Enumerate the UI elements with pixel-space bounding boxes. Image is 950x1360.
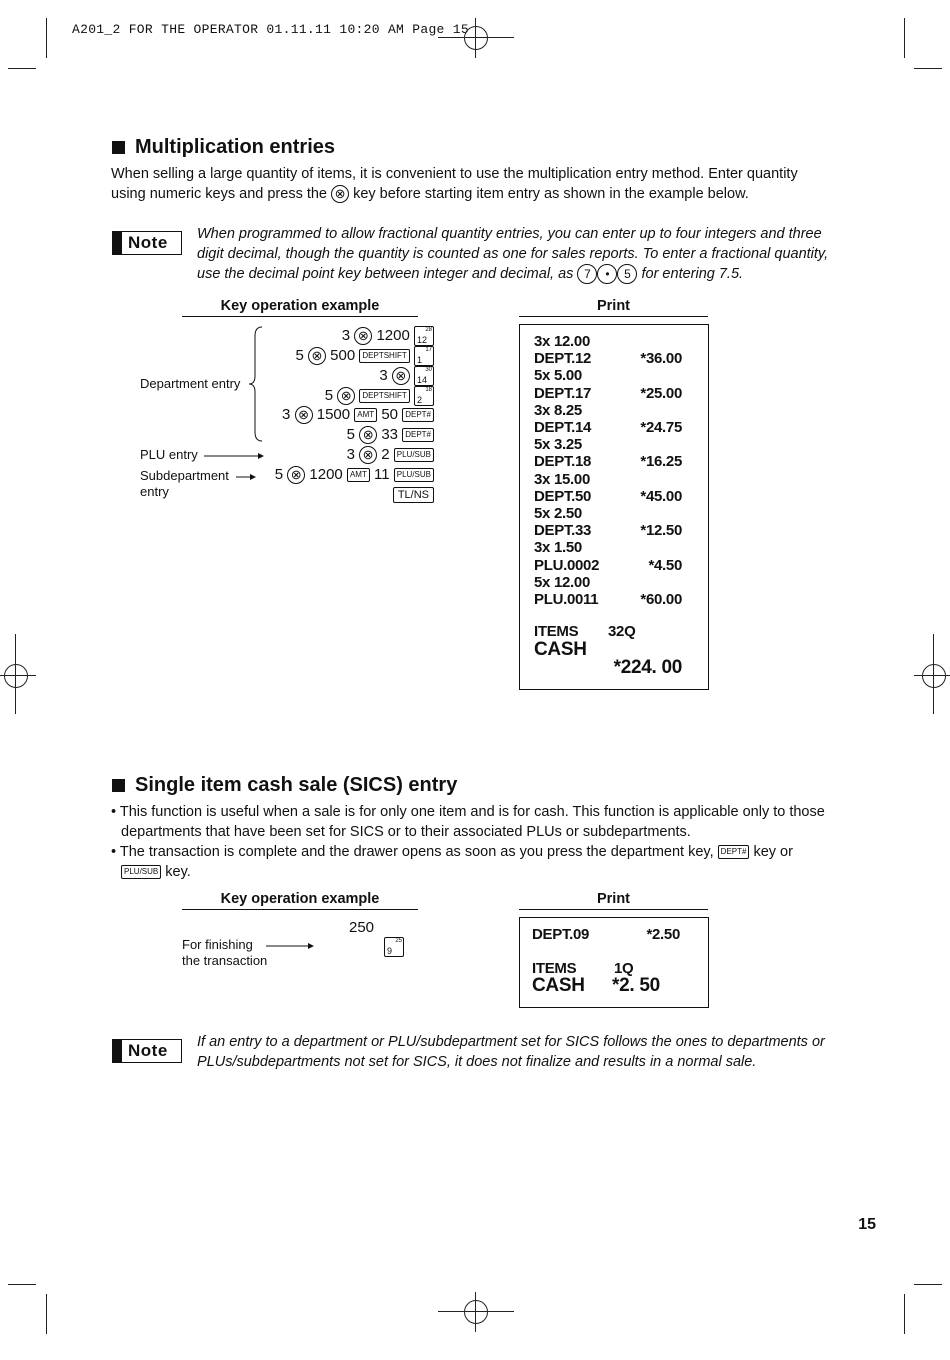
receipt-line-left: 5x 2.50 [534, 505, 582, 522]
dept-key-9-icon: 25 9 [384, 937, 404, 957]
amt-key-icon: AMT [354, 408, 377, 422]
subdepartment-entry-label: Subdepartment [140, 468, 229, 483]
receipt-line-amount: *24.75 [640, 419, 682, 436]
dept-hash-key-icon: DEPT# [718, 845, 750, 859]
receipt-line-amount: *12.50 [640, 522, 682, 540]
registration-line [914, 675, 950, 676]
receipt-sics [519, 917, 709, 1008]
multiply-key-icon: ⊗ [287, 466, 305, 484]
receipt-items-qty: 32Q [608, 623, 636, 640]
finish-label: For finishing [182, 937, 253, 952]
receipt-dept-amount: *2.50 [646, 926, 680, 943]
tl-ns-key-icon: TL/NS [393, 487, 434, 503]
finish-label-2: the transaction [182, 953, 268, 968]
receipt-line-amount: *25.00 [640, 384, 682, 402]
key-5-icon: 5 [617, 264, 637, 284]
receipt-line-left: 3x 12.00 [534, 333, 590, 350]
receipt-line-amount: *60.00 [640, 591, 682, 608]
receipt-total: *2. 50 [612, 975, 660, 996]
receipt-line-left: DEPT.17 [534, 384, 592, 402]
key-row-4: 5 ⊗ DEPTSHIFT 18 2 [324, 386, 432, 405]
crop-mark [914, 68, 942, 69]
receipt-line-left: PLU.0011 [534, 591, 599, 608]
registration-line [933, 634, 934, 714]
receipt-line-amount: *36.00 [640, 350, 682, 368]
receipt-cash-label: CASH [534, 639, 587, 660]
registration-line [438, 1311, 514, 1312]
receipt-line-amount: *45.00 [640, 487, 682, 505]
multiply-key-icon: ⊗ [295, 406, 313, 424]
dept-key-2-icon: 18 2 [414, 386, 434, 406]
registration-mark-icon [464, 1300, 488, 1324]
print-title: Print [519, 298, 708, 317]
dept-key-1-icon: 17 1 [414, 346, 434, 366]
sics-key-row [384, 937, 404, 957]
multiply-key-icon: ⊗ [359, 426, 377, 444]
note-text: When programmed to allow fractional quantity entries, you can enter up to four integers and three digit decimal, though the quantity is counted as one for sales reports. To enter a fractional quantity, use the decimal point key between integer and decimal, as 7 • 5 for entering 7.5. [197, 224, 877, 284]
dept-hash-key-icon: DEPT# [402, 408, 434, 422]
receipt-dept: DEPT.09 [532, 926, 590, 943]
deptshift-key-icon: DEPTSHIFT [359, 349, 409, 363]
crop-mark [904, 1294, 905, 1334]
deptshift-key-icon: DEPTSHIFT [359, 389, 409, 403]
plu-sub-key-icon: PLU/SUB [394, 448, 434, 462]
multiply-key-icon: ⊗ [331, 185, 349, 203]
amt-key-icon: AMT [347, 468, 370, 482]
arrow-icon [266, 942, 314, 950]
print-title-2: Print [519, 891, 708, 910]
receipt-items-label: ITEMS [534, 623, 579, 640]
note-text-2: If an entry to a department or PLU/subdepartment set for SICS follows the ones to departments or PLUs/subdepartments not set for SICS, it does not finalize and results in a normal sale. [197, 1034, 825, 1070]
dept-key-14-icon: 30 14 [414, 366, 434, 386]
receipt-line-left: DEPT.18 [534, 453, 592, 471]
square-bullet-icon [112, 141, 125, 154]
arrow-icon [204, 452, 264, 460]
key-operation-title: Key operation example [182, 298, 418, 317]
crop-mark [46, 18, 47, 58]
receipt-total: *224. 00 [613, 657, 682, 678]
registration-line [438, 37, 514, 38]
crop-mark [8, 1284, 36, 1285]
key-row-1: 3 ⊗ 1200 28 12 [341, 326, 432, 345]
print-header: A201_2 FOR THE OPERATOR 01.11.11 10:20 AM Page 15 [72, 22, 469, 37]
decimal-point-key-icon: • [597, 264, 617, 284]
plu-sub-key-icon: PLU/SUB [394, 468, 434, 482]
receipt-line-left: 5x 12.00 [534, 573, 590, 591]
receipt-multiplication [519, 324, 709, 690]
arrow-icon [236, 473, 256, 481]
section1-paragraph: When selling a large quantity of items, it is convenient to use the multiplication entry method. Enter quantity using numeric keys and press the ⊗ key before starting item entry as shown in the example below. [111, 166, 798, 202]
plu-entry-label: PLU entry [140, 447, 198, 462]
plu-sub-key-icon: PLU/SUB [121, 865, 161, 879]
receipt-line-left: 5x 3.25 [534, 436, 582, 454]
note-badge-2: Note [112, 1039, 182, 1063]
registration-mark-icon [4, 664, 28, 688]
receipt-line-amount: *16.25 [640, 453, 682, 471]
key-row-9 [393, 486, 434, 503]
crop-mark [904, 18, 905, 58]
registration-mark-icon [922, 664, 946, 688]
multiply-key-icon: ⊗ [359, 446, 377, 464]
key-7-icon: 7 [577, 264, 597, 284]
receipt-cash-label: CASH [532, 975, 585, 996]
receipt-line-left: DEPT.33 [534, 522, 592, 540]
receipt-line-left: DEPT.14 [534, 419, 592, 436]
section-title-multiplication: Multiplication entries [112, 136, 335, 159]
key-row-6: 5 ⊗ 33 DEPT# [347, 426, 434, 444]
crop-mark [46, 1294, 47, 1334]
registration-line [0, 675, 36, 676]
multiply-key-icon: ⊗ [337, 387, 355, 405]
receipt-items-qty: 1Q [614, 960, 634, 977]
receipt-line-left: 3x 15.00 [534, 470, 590, 488]
square-bullet-icon [112, 779, 125, 792]
multiply-key-icon: ⊗ [308, 347, 326, 365]
section-title-sics: Single item cash sale (SICS) entry [112, 774, 457, 797]
note-badge: Note [112, 231, 182, 255]
registration-line [15, 634, 16, 714]
subdepartment-entry-label-2: entry [140, 484, 169, 499]
multiply-key-icon: ⊗ [354, 327, 372, 345]
key-row-7: 3 ⊗ 2 PLU/SUB [347, 446, 434, 464]
registration-line [475, 1292, 476, 1332]
receipt-line-amount: *4.50 [648, 556, 682, 574]
department-brace-icon [248, 326, 264, 442]
dept-key-12-icon: 28 12 [414, 326, 434, 346]
multiply-key-icon: ⊗ [392, 367, 410, 385]
key-row-2: 5 ⊗ 500 DEPTSHIFT 17 1 [295, 346, 432, 365]
registration-mark-icon [464, 26, 488, 50]
key-operation-title-2: Key operation example [182, 891, 418, 910]
receipt-line-left: 3x 1.50 [534, 539, 582, 557]
receipt-line-left: DEPT.50 [534, 487, 592, 505]
receipt-line-left: DEPT.12 [534, 350, 592, 368]
crop-mark [914, 1284, 942, 1285]
registration-line [475, 18, 476, 58]
key-row-8: 5 ⊗ 1200 AMT 11 PLU/SUB [275, 466, 434, 484]
crop-mark [8, 68, 36, 69]
sics-amount: 250 [349, 919, 375, 936]
section2-bullets: • This function is useful when a sale is for only one item and is for cash. This function is applicable only to those departments that have been set for SICS or to their associated PLUs or subdepartments. • The transaction is complete and the drawer opens as soon as you press the department key, DEPT# key or PLU/SUB key. [111, 804, 825, 880]
receipt-line-left: 5x 5.00 [534, 367, 582, 385]
department-entry-label: Department entry [140, 376, 241, 391]
receipt-line-left: 3x 8.25 [534, 401, 582, 419]
key-row-5: 3 ⊗ 1500 AMT 50 DEPT# [282, 406, 434, 424]
key-row-3: 3 ⊗ 30 14 [379, 366, 432, 385]
dept-hash-key-icon: DEPT# [402, 428, 434, 442]
page-number: 15 [858, 1216, 876, 1233]
receipt-items-label: ITEMS [532, 960, 577, 977]
receipt-line-left: PLU.0002 [534, 556, 600, 574]
